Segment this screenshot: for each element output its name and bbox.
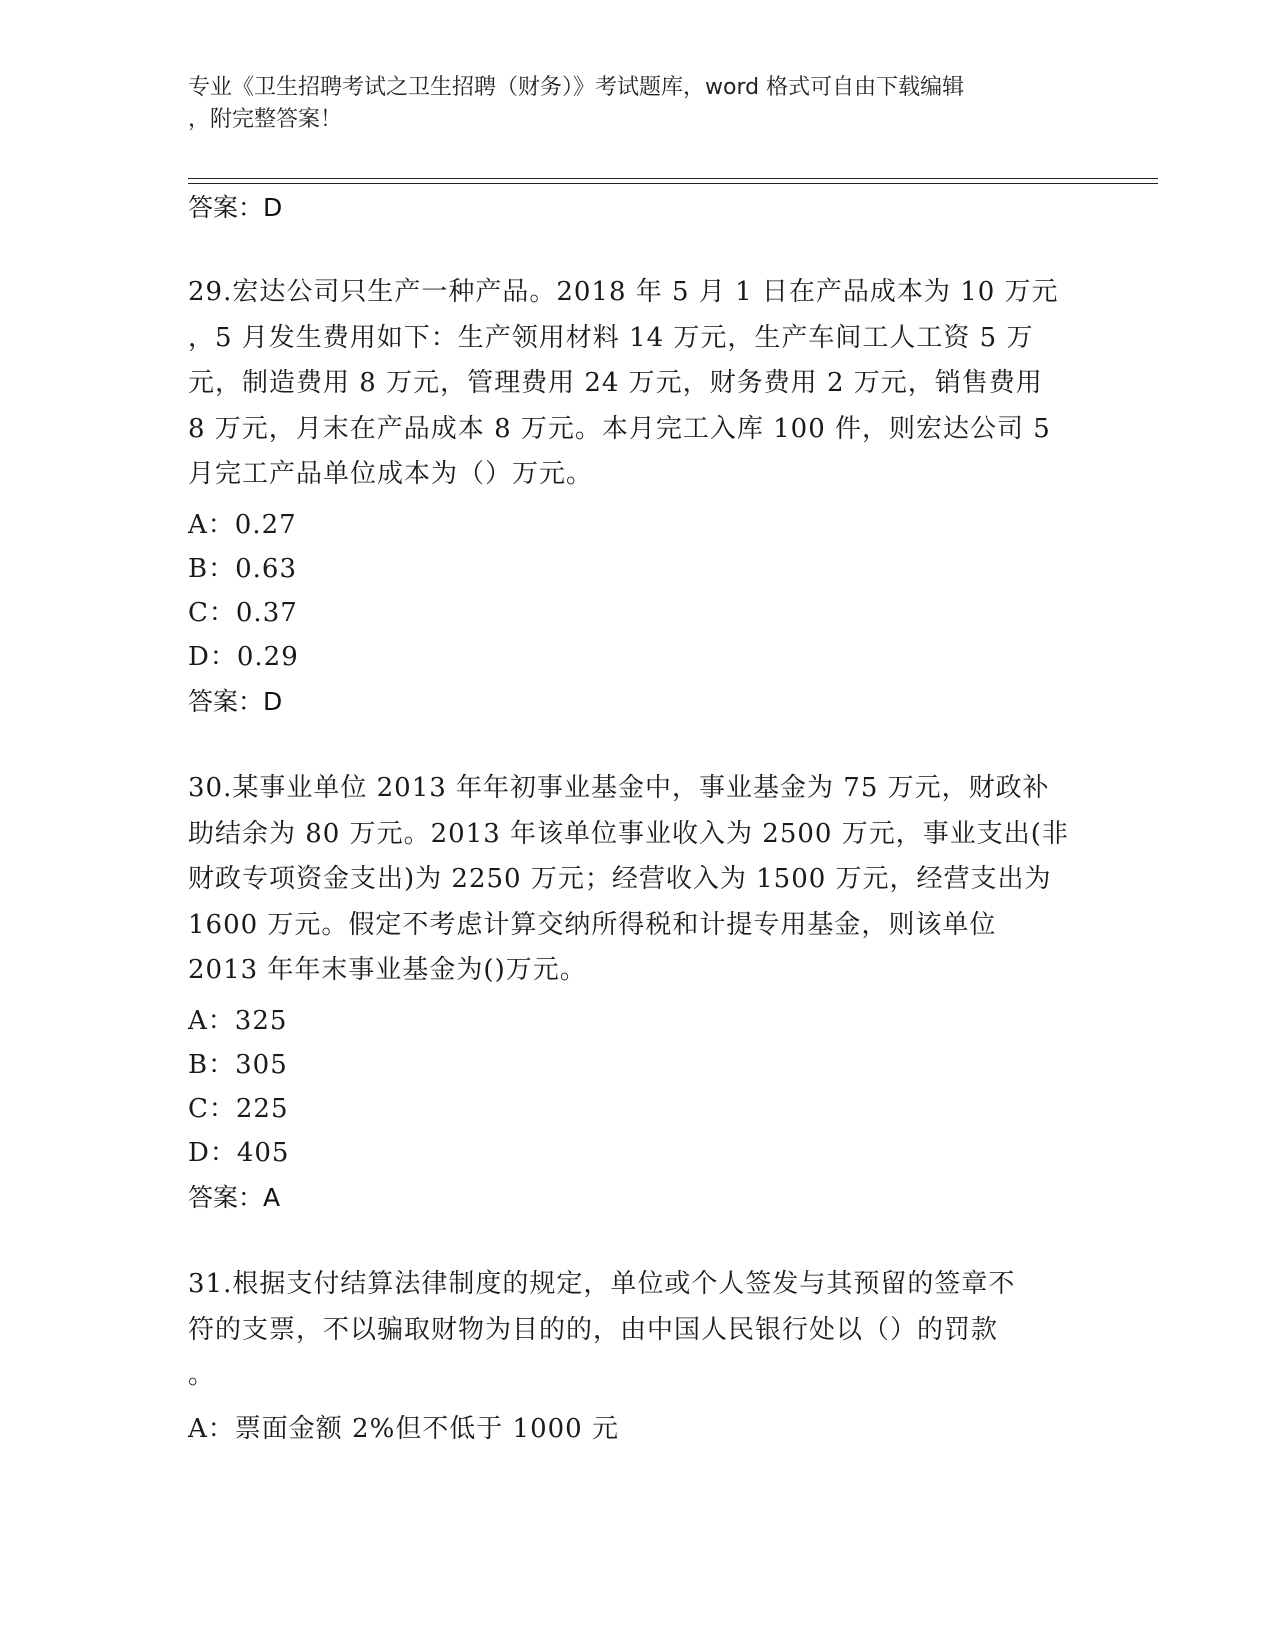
q30-option-c: C：225 (188, 1094, 289, 1124)
header-rule-top (188, 178, 1158, 179)
q29-option-c: C：0.37 (188, 598, 298, 628)
question-line: ，5 月发生费用如下：生产领用材料 14 万元，生产车间工人工资 5 万 (188, 322, 1034, 353)
header-line-2: ，附完整答案！ (188, 107, 343, 132)
page-header (188, 72, 1088, 136)
q29-option-b: B：0.63 (188, 554, 297, 584)
header-line-1: 专业《卫生招聘考试之卫生招聘（财务）》考试题库，word 格式可自由下载编辑 (188, 75, 965, 100)
question-29 (188, 270, 1088, 498)
q29-answer: 答案：D (188, 687, 283, 716)
question-line: 元，制造费用 8 万元，管理费用 24 万元，财务费用 2 万元，销售费用 (188, 368, 1043, 398)
question-line: 2013 年年末事业基金为()万元。 (188, 955, 587, 985)
q30-option-a: A：325 (188, 1006, 288, 1036)
q30-option-d: D：405 (188, 1138, 290, 1168)
question-30 (188, 766, 1088, 994)
question-line: 31.根据支付结算法律制度的规定，单位或个人签发与其预留的签章不 (188, 1269, 1016, 1299)
q30-answer: 答案：A (188, 1183, 281, 1212)
question-line: 8 万元，月末在产品成本 8 万元。本月完工入库 100 件，则宏达公司 5 (188, 413, 1051, 444)
question-31 (188, 1262, 1088, 1399)
question-line: 1600 万元。假定不考虑计算交纳所得税和计提专用基金，则该单位 (188, 909, 997, 940)
previous-answer: 答案：D (188, 193, 283, 222)
q31-option-a: A：票面金额 2%但不低于 1000 元 (188, 1414, 619, 1444)
q29-option-d: D：0.29 (188, 642, 299, 672)
header-rule-bottom (188, 183, 1158, 184)
question-line: 助结余为 80 万元。2013 年该单位事业收入为 2500 万元，事业支出(非 (188, 818, 1069, 849)
question-line: 。 (188, 1360, 216, 1390)
question-line: 符的支票，不以骗取财物为目的的，由中国人民银行处以（）的罚款 (188, 1314, 999, 1345)
question-line: 29.宏达公司只生产一种产品。2018 年 5 月 1 日在产品成本为 10 万元 (188, 277, 1059, 307)
q30-option-b: B：305 (188, 1050, 288, 1080)
question-line: 财政专项资金支出)为 2250 万元；经营收入为 1500 万元，经营支出为 (188, 864, 1052, 894)
question-line: 30.某事业单位 2013 年年初事业基金中，事业基金为 75 万元，财政补 (188, 773, 1050, 803)
q29-option-a: A：0.27 (188, 510, 297, 540)
question-line: 月完工产品单位成本为（）万元。 (188, 459, 594, 489)
